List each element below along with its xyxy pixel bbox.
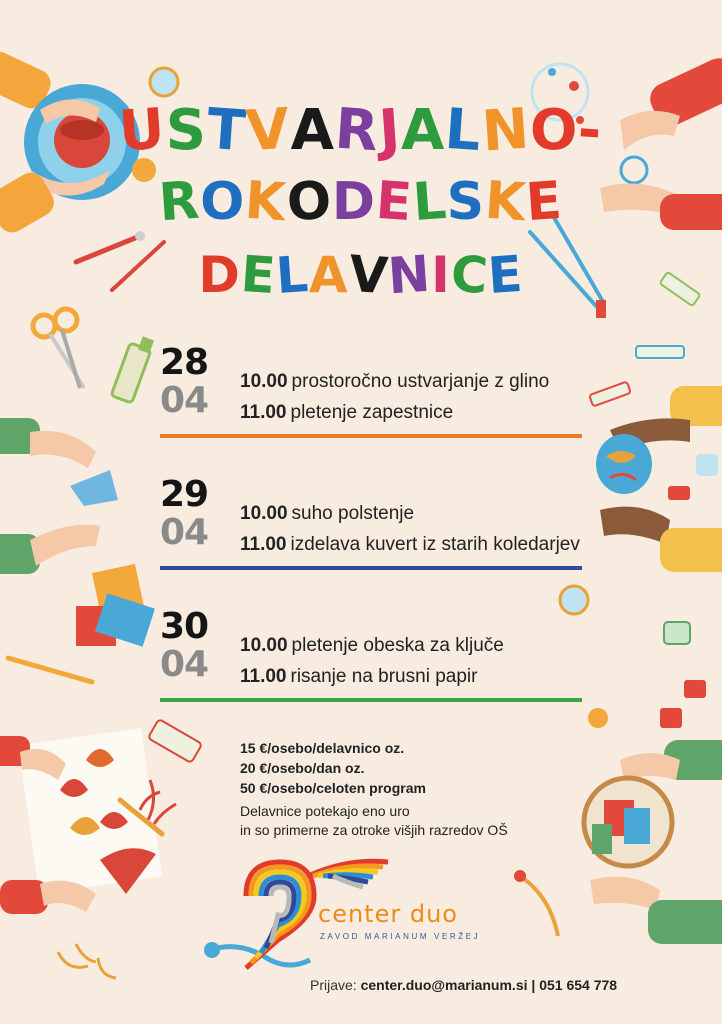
glue-tube-illustration (111, 336, 154, 403)
title-letter: D (198, 246, 241, 304)
event-title: prostoročno ustvarjanje z glino (291, 371, 550, 392)
event-title: pletenje obeska za ključe (291, 635, 504, 656)
event-title: risanje na brusni papir (290, 666, 478, 687)
title-line-3 (0, 246, 722, 304)
event-item (240, 498, 585, 529)
event-list (240, 630, 585, 692)
day-divider (160, 566, 582, 570)
price-program: 50 €/osebo/celoten program (240, 780, 426, 796)
center-duo-logo (238, 856, 508, 976)
title-letter: U (117, 96, 168, 165)
schedule-day-1 (160, 342, 582, 446)
title-letter: N (386, 244, 434, 306)
date-day: 28 (160, 342, 209, 383)
logo-subtitle: ZAVOD MARIANUM VERŽEJ (320, 932, 481, 941)
event-time: 10.00 (240, 503, 288, 524)
title-letter: S (165, 98, 208, 163)
title-letter: S (446, 172, 486, 232)
title-line-1 (0, 98, 722, 163)
title-letter: E (238, 244, 279, 306)
price-list (240, 738, 570, 840)
title-letter: N (479, 96, 533, 165)
schedule-day-3 (160, 606, 582, 710)
title-letter: O (284, 170, 334, 234)
title-letter: - (576, 97, 605, 164)
price-day: 20 €/osebo/dan oz. (240, 760, 365, 776)
date-block (160, 606, 220, 685)
date-block (160, 342, 220, 421)
title-letter: A (290, 98, 335, 163)
date-day: 29 (160, 474, 209, 515)
title-letter: E (524, 170, 566, 234)
title-letter: R (157, 170, 203, 234)
day-divider (160, 698, 582, 702)
title-letter: C (448, 244, 491, 306)
date-month: 04 (160, 644, 209, 685)
date-month: 04 (160, 512, 209, 553)
origami-hands-illustration (0, 418, 118, 574)
title-letter: K (483, 170, 529, 234)
schedule-day-2 (160, 474, 582, 578)
title-letter: I (431, 246, 451, 304)
title-letter: L (410, 170, 449, 234)
title-letter: E (373, 170, 415, 234)
event-item (240, 661, 585, 692)
title-letter: V (244, 96, 293, 165)
title-letter: K (243, 170, 289, 234)
title-letter: O (529, 98, 579, 163)
event-title: suho polstenje (291, 503, 415, 524)
event-item (240, 366, 585, 397)
event-time: 11.00 (240, 666, 287, 687)
paper-squares-illustration (8, 564, 155, 682)
title-line-2 (0, 172, 722, 232)
title-letter: D (331, 172, 376, 232)
contact-label: Prijave: (310, 977, 357, 993)
date-day: 30 (160, 606, 209, 647)
title-letter: R (332, 96, 382, 165)
leaf-drawing-illustration (0, 719, 202, 978)
title-letter: T (204, 96, 249, 165)
title-letter: V (346, 244, 391, 306)
title-letter: L (443, 96, 485, 165)
event-time: 10.00 (240, 635, 288, 656)
contact-line (310, 977, 617, 993)
day-divider (160, 434, 582, 438)
title-letter: E (486, 244, 526, 306)
event-time: 11.00 (240, 534, 287, 555)
title-letter: J (376, 97, 404, 164)
scissors-illustration (33, 309, 84, 388)
title-letter: A (308, 246, 349, 304)
contact-phone[interactable]: 051 654 778 (539, 977, 618, 993)
event-item (240, 397, 585, 428)
event-list (240, 366, 585, 428)
event-title: izdelava kuvert iz starih koledarjev (290, 534, 580, 555)
event-list (240, 498, 585, 560)
note-line: Delavnice potekajo eno uro (240, 803, 410, 819)
title-letter: A (400, 98, 446, 163)
date-block (160, 474, 220, 553)
title-letter: O (200, 172, 246, 232)
contact-email[interactable]: center.duo@marianum.si (360, 977, 528, 993)
event-time: 10.00 (240, 371, 288, 392)
event-item (240, 630, 585, 661)
event-item (240, 529, 585, 560)
event-time: 11.00 (240, 402, 287, 423)
event-title: pletenje zapestnice (290, 402, 454, 423)
logo-name: center duo (318, 900, 458, 928)
note-line: in so primerne za otroke višjih razredov OŠ (240, 822, 508, 838)
date-month: 04 (160, 380, 209, 421)
workshop-note (240, 802, 570, 840)
price-workshop: 15 €/osebo/delavnico oz. (240, 740, 405, 756)
title-letter: L (274, 244, 311, 306)
contact-separator: | (531, 977, 536, 993)
